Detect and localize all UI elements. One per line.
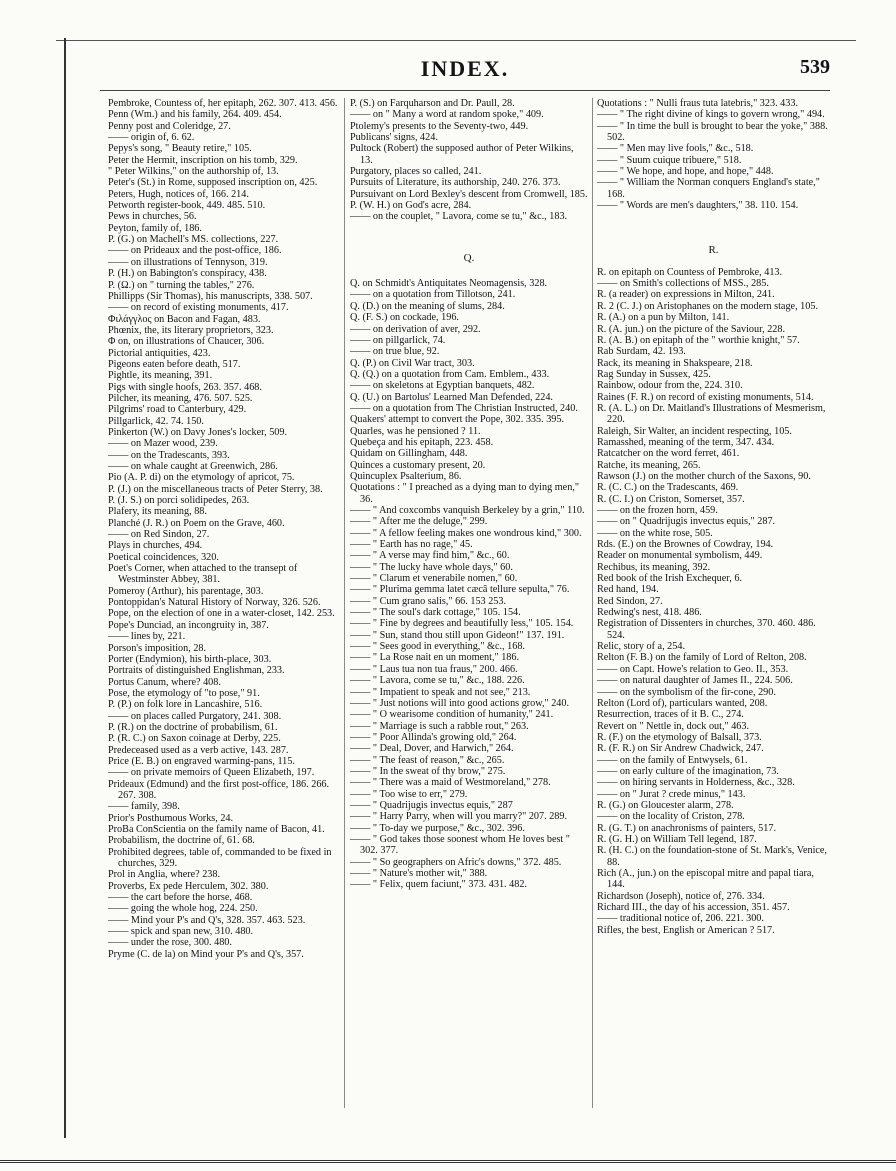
index-entry: —— " O wearisome condition of humanity," 241. [350,709,554,721]
index-entry: Pursuivant on Lord Bexley's descent from Cromwell, 185. [350,188,588,200]
index-entry: —— " Sees good in everything," &c., 168. [350,641,525,653]
index-entry: Pepys's song, " Beauty retire," 105. [108,143,252,155]
index-entry: —— " To-day we purpose," &c., 302. 396. [350,822,525,834]
index-column-q [350,98,588,891]
index-entry: Registration of Dissenters in churches, 370. 460. 486. 524. [597,618,816,641]
index-entry: Pio (A. P. di) on the etymology of apricot, 75. [108,472,295,484]
index-entry: —— on true blue, 92. [350,346,440,358]
index-entry: —— " After me the deluge," 299. [350,516,488,528]
index-entry: Rack, its meaning in Shakspeare, 218. [597,357,753,369]
index-entry: Pillgarlick, 42. 74. 150. [108,415,204,427]
index-entry: —— " So geographers on Afric's downs," 372. 485. [350,856,562,868]
index-entry: —— going the whole hog, 224. 250. [108,903,258,915]
index-entry: —— " In time the bull is brought to bear the yoke," 388. 502. [597,120,828,144]
index-entry: —— " Suum cuique tribuere," 518. [597,154,742,166]
bottom-rule [0,1160,896,1163]
index-entry: —— origin of, 6. 62. [108,132,195,144]
index-entry: Predeceased used as a verb active, 143. 287. [108,744,289,756]
index-entry: —— " Nature's mother wit," 388. [350,868,488,879]
index-entry: —— " Plurima gemma latet cæcâ tellure sepulta," 76. [350,584,570,596]
index-entry: Q. on Schmidt's Antiquitates Neomagensis, 328. [350,278,548,290]
index-entry: Rab Surdam, 42. 193. [597,346,686,358]
index-entry: Redwing's nest, 418. 486. [597,607,702,619]
index-entry: P. (G.) on Machell's MS. collections, 227. [108,234,279,246]
index-entry: —— " There was a maid of Westmoreland," 278. [350,777,551,789]
index-entry: —— on " Jurat ? crede minus," 143. [597,788,746,800]
index-entry: —— lines by, 221. [108,631,186,643]
index-entry: Q. (P.) on Civil War tract, 303. [350,357,475,369]
index-entry: R. (G. H.) on William Tell legend, 187. [597,833,757,845]
index-entry: —— on a quotation from Tillotson, 241. [350,289,516,301]
index-entry: Probabilism, the doctrine of, 61. 68. [108,835,255,847]
index-entries-q-end [597,98,830,211]
index-entry: Quakers' attempt to convert the Pope, 302. 335. 395. [350,414,565,426]
index-entry: —— " Cum grano salis," 66. 153 253. [350,595,507,607]
index-entry: —— on derivation of aver, 292. [350,323,481,335]
header-rule [100,90,830,91]
index-entry: Planché (J. R.) on Poem on the Grave, 460. [108,517,285,529]
index-entry: —— " Poor Allinda's growing old," 264. [350,731,517,743]
page-title: INDEX. [420,56,510,81]
index-entry: Revert on " Nettle in, dock out," 463. [597,720,750,732]
index-entry: Q. (F. S.) on cockade, 196. [350,312,459,324]
index-entry: Red Sindon, 27. [597,595,663,607]
index-entry: P. (H.) on Babington's conspiracy, 438. [108,268,267,280]
index-entry: P. (P.) on folk lore in Lancashire, 516. [108,699,263,711]
index-entry: —— on the symbolism of the fir-cone, 290. [597,686,776,698]
index-entry: P. (S.) on Farquharson and Dr. Paull, 28. [350,98,515,109]
index-entry: Publicans' signs, 424. [350,132,438,144]
index-entry: —— " Lavora, come se tu," &c., 188. 226. [350,675,525,687]
index-entry: Plays in churches, 494. [108,540,203,552]
index-entry: —— on the white rose, 505. [597,527,713,539]
index-entry: —— on skeletons at Egyptian banquets, 482. [350,380,535,392]
index-entry: —— on whale caught at Greenwich, 286. [108,461,278,472]
index-entry: —— " Laus tua non tua fraus," 200. 466. [350,663,518,675]
page-number: 539 [800,56,830,78]
index-entry: —— " Earth has no rage," 45. [350,539,473,551]
index-entry: Pontoppidan's Natural History of Norway, 326. 526. [108,597,321,609]
index-entry: Reader on monumental symbolism, 449. [597,550,763,562]
index-entry: P. (Ω.) on " turning the tables," 276. [108,279,255,291]
index-entry: Pope's Dunciad, an incongruity in, 387. [108,619,269,631]
index-entry: Richard III., the day of his accession, 351. 457. [597,902,790,914]
index-entry: Penny post and Coleridge, 27. [108,120,231,132]
index-entry: Ptolemy's presents to the Seventy-two, 449. [350,120,529,132]
index-entry: Rds. (E.) on the Brownes of Cowdray, 194. [597,539,774,551]
index-entry: Pope, on the election of one in a water-closet, 142. 253. [108,608,335,620]
index-entry: Quincuplex Psalterium, 86. [350,470,462,482]
index-entry: Quidam on Gillingham, 448. [350,448,468,460]
index-entry: —— " God takes those soonest whom He loves best " 302. 377. [350,833,570,857]
index-entry: Portus Canum, where? 408. [108,676,221,688]
index-entry: —— on Capt. Howe's relation to Geo. II., 353. [597,663,789,675]
index-entry: Pigeons eaten before death, 517. [108,358,241,370]
index-entry: Plafery, its meaning, 88. [108,506,207,518]
index-entry: Peter the Hermit, inscription on his tomb, 329. [108,154,298,166]
index-entry: P. (J. S.) on porci solidipedes, 263. [108,495,250,507]
index-entry: " Peter Wilkins," on the authorship of, 13. [108,166,279,178]
top-rule [56,40,856,41]
index-entry: Poet's Corner, when attached to the transept of Westminster Abbey, 381. [108,563,298,586]
index-entry: Pilgrims' road to Canterbury, 429. [108,404,247,416]
index-entry: —— " La Rose nait en un moment," 186. [350,652,520,664]
index-entry: Phœnix, the, its literary proprietors, 323. [108,324,274,336]
index-entry: —— on " Many a word at random spoke," 409. [350,109,544,121]
index-entry: Porter (Endymion), his birth-place, 303. [108,653,272,665]
index-entry: —— on places called Purgatory, 241. 308. [108,710,282,722]
index-entry: —— on private memoirs of Queen Elizabeth, 197. [108,767,315,779]
index-entry: Relton (Lord of), particulars wanted, 208. [597,697,768,709]
index-entry: —— " A verse may find him," &c., 60. [350,550,510,562]
index-entry: Relton (F. B.) on the family of Lord of Relton, 208. [597,652,807,664]
index-entry: Rag Sunday in Sussex, 425. [597,368,711,380]
index-entry: Prior's Posthumous Works, 24. [108,812,234,824]
index-entry: Resurrection, traces of it B. C., 274. [597,709,744,721]
index-entry: —— on Mazer wood, 239. [108,438,218,450]
index-entry: Q. (Q.) on a quotation from Cam. Emblem., 433. [350,368,550,380]
index-entry: —— " The feast of reason," &c., 265. [350,754,505,766]
index-entry: Ratcatcher on the word ferret, 461. [597,448,740,460]
index-entry: Pews in churches, 56. [108,211,197,223]
index-entry: —— on the locality of Criston, 278. [597,811,745,823]
index-entry: Φ on, on illustrations of Chaucer, 306. [108,336,265,348]
column-divider [592,98,593,1108]
index-entry: —— on record of existing monuments, 417. [108,302,289,314]
index-entry: —— on the frozen horn, 459. [597,505,718,516]
index-entry: Petworth register-book, 449. 485. 510. [108,200,266,212]
index-entry: Rainbow, odour from the, 224. 310. [597,380,743,392]
index-entry: Phillipps (Sir Thomas), his manuscripts, 338. 507. [108,290,313,302]
index-entry: R. (C. I.) on Criston, Somerset, 357. [597,493,745,505]
index-entry: Relic, story of a, 254. [597,641,685,653]
index-entry: —— the cart before the horse, 468. [108,892,253,904]
column-divider [344,98,345,1108]
index-entry: —— family, 398. [108,801,180,813]
index-entry: —— on the couplet, " Lavora, come se tu," &c., 183. [350,211,568,223]
index-entry: ProBa ConScientia on the family name of Bacon, 41. [108,824,325,835]
index-column-p [108,98,340,960]
index-entry: —— " Harry Parry, when will you marry?" 207. 289. [350,811,568,823]
index-entry: Raleigh, Sir Walter, an incident respecting, 105. [597,425,792,437]
index-entry: Quinces a customary present, 20. [350,459,486,471]
index-entry: Quotations : " Nulli fraus tuta latebris," 323. 433. [597,98,799,109]
index-entry: Quotations : " I preached as a dying man to dying men," 36. [350,482,579,505]
index-entry: Peters, Hugh, notices of, 166. 214. [108,188,249,200]
index-entry: R. 2 (C. J.) on Aristophanes on the modern stage, 105. [597,300,818,312]
index-entry: Pigs with single hoofs, 263. 357. 468. [108,381,262,393]
index-entries-q [350,278,588,891]
index-entry: R. (C. C.) on the Tradescants, 469. [597,482,739,494]
index-entry: R. (A. B.) on epitaph of the " worthie knight," 57. [597,334,800,346]
index-entry: —— " Marriage is such a rabble rout," 263. [350,720,529,732]
index-entry: —— on early culture of the imagination, 73. [597,765,779,777]
index-entry: Porson's imposition, 28. [108,642,207,654]
index-entry: —— Mind your P's and Q's, 328. 357. 463. 523. [108,914,306,926]
index-entry: —— on hiring servants in Holderness, &c., 328. [597,777,795,789]
index-entry: R. (A.) on a pun by Milton, 141. [597,312,730,324]
index-entry: —— " We hope, and hope, and hope," 448. [597,166,774,178]
index-entry: —— " Fine by degrees and beautifully less," 105. 154. [350,618,574,630]
index-entry: Penn (Wm.) and his family, 264. 409. 454. [108,109,282,121]
index-entry: Peter's (St.) in Rome, supposed inscription on, 425. [108,177,318,189]
index-entry: Pultock (Robert) the supposed author of Peter Wilkins, 13. [350,143,574,166]
index-entry: Pursuits of Literature, its authorship, 240. 276. 373. [350,177,561,189]
index-entry: —— " Too wise to err," 279. [350,788,468,800]
index-entry: Pinkerton (W.) on Davy Jones's locker, 509. [108,426,288,438]
index-entry: —— " Impatient to speak and not see," 213. [350,686,531,698]
index-entry: R. (G. T.) on anachronisms of painters, 517. [597,822,777,834]
index-entry: —— under the rose, 300. 480. [108,937,232,949]
index-entry: Red hand, 194. [597,584,659,596]
index-entry: Pose, the etymology of "to pose," 91. [108,687,260,699]
index-entry: R. (G.) on Gloucester alarm, 278. [597,799,734,811]
index-entry: P. (J.) on the miscellaneous tracts of Peter Sterry, 38. [108,483,323,495]
index-entry: Prol in Anglia, where? 238. [108,869,221,881]
index-entry: —— " The lucky have whole days," 60. [350,561,513,573]
index-entry: Rifles, the best, English or American ? 517. [597,924,775,936]
index-entry: P. (R.) on the doctrine of probabilism, 61. [108,721,278,733]
index-entry: Q. (D.) on the meaning of slums, 284. [350,300,505,312]
index-entry: R. (A. jun.) on the picture of the Saviour, 228. [597,323,786,335]
index-entry: —— " Words are men's daughters," 38. 110. 154. [597,200,799,212]
index-entry: —— " The right divine of kings to govern wrong," 494. [597,109,825,121]
index-entry: Pightle, its meaning, 391. [108,370,213,382]
index-entry: —— on illustrations of Tennyson, 319. [108,256,268,268]
index-entry: Pilcher, its meaning, 476. 507. 525. [108,392,253,404]
index-entry: Prideaux (Edmund) and the first post-office, 186. 266. 267. 308. [108,778,330,801]
index-entry: —— on Red Sindon, 27. [108,529,210,541]
index-entry: Φιλάγγλος on Bacon and Fagan, 483. [108,313,261,325]
index-entry: R. (F.) on the etymology of Balsall, 373. [597,731,762,743]
index-entry: —— " A fellow feeling makes one wondrous kind," 300. [350,527,582,539]
index-entry: —— on the family of Entwysels, 61. [597,754,748,766]
index-entries-p-end [350,98,588,223]
index-entry: R. (H. C.) on the foundation-stone of St. Mark's, Venice, 88. [597,845,827,868]
index-entry: P. (R. C.) on Saxon coinage at Derby, 225. [108,733,281,745]
index-entry: —— traditional notice of, 206. 221. 300. [597,913,764,925]
index-entry: Richardson (Joseph), notice of, 276. 334. [597,890,765,902]
index-entry: Pictorial antiquities, 423. [108,347,211,359]
section-heading-q: Q. [463,251,475,264]
index-entry: —— spick and span new, 310. 480. [108,926,254,938]
index-entry: Rawson (J.) on the mother church of the Saxons, 90. [597,470,811,482]
index-entry: —— on a quotation from The Christian Instructed, 240. [350,402,578,414]
index-entry: Pembroke, Countess of, her epitaph, 262. 307. 413. 456. [108,98,338,109]
index-entry: Quebeça and his epitaph, 223. 458. [350,436,494,448]
index-entry: —— " And coxcombs vanquish Berkeley by a grin," 110. [350,505,585,516]
section-heading-r: R. [708,244,719,257]
index-entry: —— " The soul's dark cottage," 105. 154. [350,607,521,619]
index-entry: Q. (U.) on Bartolus' Learned Man Defended, 224. [350,391,553,403]
index-entry: —— on Smith's collections of MSS., 285. [597,278,769,290]
index-entry: R. (a reader) on expressions in Milton, 241. [597,289,775,301]
index-entry: —— on the Tradescants, 393. [108,449,230,461]
index-entry: Rich (A., jun.) on the episcopal mitre and papal tiara, 144. [597,868,814,891]
index-entry: Raines (F. R.) on record of existing monuments, 514. [597,391,814,403]
index-entry: Rechibus, its meaning, 392. [597,561,711,573]
index-entry: —— on " Quadrijugis invectus equis," 287. [597,516,776,528]
index-entry: Poetical coincidences, 320. [108,551,219,563]
index-entry: —— " Felix, quem faciunt," 373. 431. 482. [350,879,527,891]
index-entry: —— " Just notions will into good actions grow," 240. [350,697,570,709]
index-column-r [597,98,830,936]
page-header [100,52,830,88]
index-entry: Portraits of distinguished Englishman, 233. [108,665,285,677]
index-entry: —— " In the sweat of thy brow," 275. [350,765,506,777]
index-entry: Proverbs, Ex pede Herculem, 302. 380. [108,880,269,892]
index-entry: Pryme (C. de la) on Mind your P's and Q's, 357. [108,948,304,960]
index-entry: Pomeroy (Arthur), his parentage, 303. [108,585,264,597]
index-entry: Ramasshed, meaning of the term, 347. 434. [597,436,775,448]
index-entry: Peyton, family of, 186. [108,222,202,234]
index-entry: R. (F. R.) on Sir Andrew Chadwick, 247. [597,743,764,755]
index-entry: —— " Quadrijugis invectus equis," 287 [350,799,513,811]
index-entry: —— on natural daughter of James II., 224. 506. [597,675,793,687]
index-entry: Purgatory, places so called, 241. [350,166,482,178]
index-entry: Ratche, its meaning, 265. [597,459,701,471]
index-entry: —— " Men may live fools," &c., 518. [597,143,754,155]
index-entry: —— " Deal, Dover, and Harwich," 264. [350,743,514,755]
index-entry: Prohibited degrees, table of, commanded to be fixed in churches, 329. [108,846,332,870]
index-entries-r [597,267,830,936]
index-entry: R. (A. L.) on Dr. Maitland's Illustrations of Mesmerism, 220. [597,402,826,426]
index-entry: —— " Clarum et venerabile nomen," 60. [350,573,518,585]
index-entry: Price (E. B.) on engraved warming-pans, 115. [108,755,295,767]
index-entry: R. on epitaph on Countess of Pembroke, 413. [597,266,783,278]
index-entry: —— on pillgarlick, 74. [350,334,446,346]
index-entry: —— " Sun, stand thou still upon Gideon!" 137. 191. [350,629,565,641]
index-entry: —— on Prideaux and the post-office, 186. [108,245,282,257]
index-entry: Quarles, was he pensioned ? 11. [350,425,481,437]
index-entry: —— " William the Norman conquers England's state," 168. [597,177,820,200]
index-entry: Red book of the Irish Exchequer, 6. [597,573,743,585]
index-entry: P. (W. H.) on God's acre, 284. [350,200,472,212]
binding-rule [64,38,66,1138]
